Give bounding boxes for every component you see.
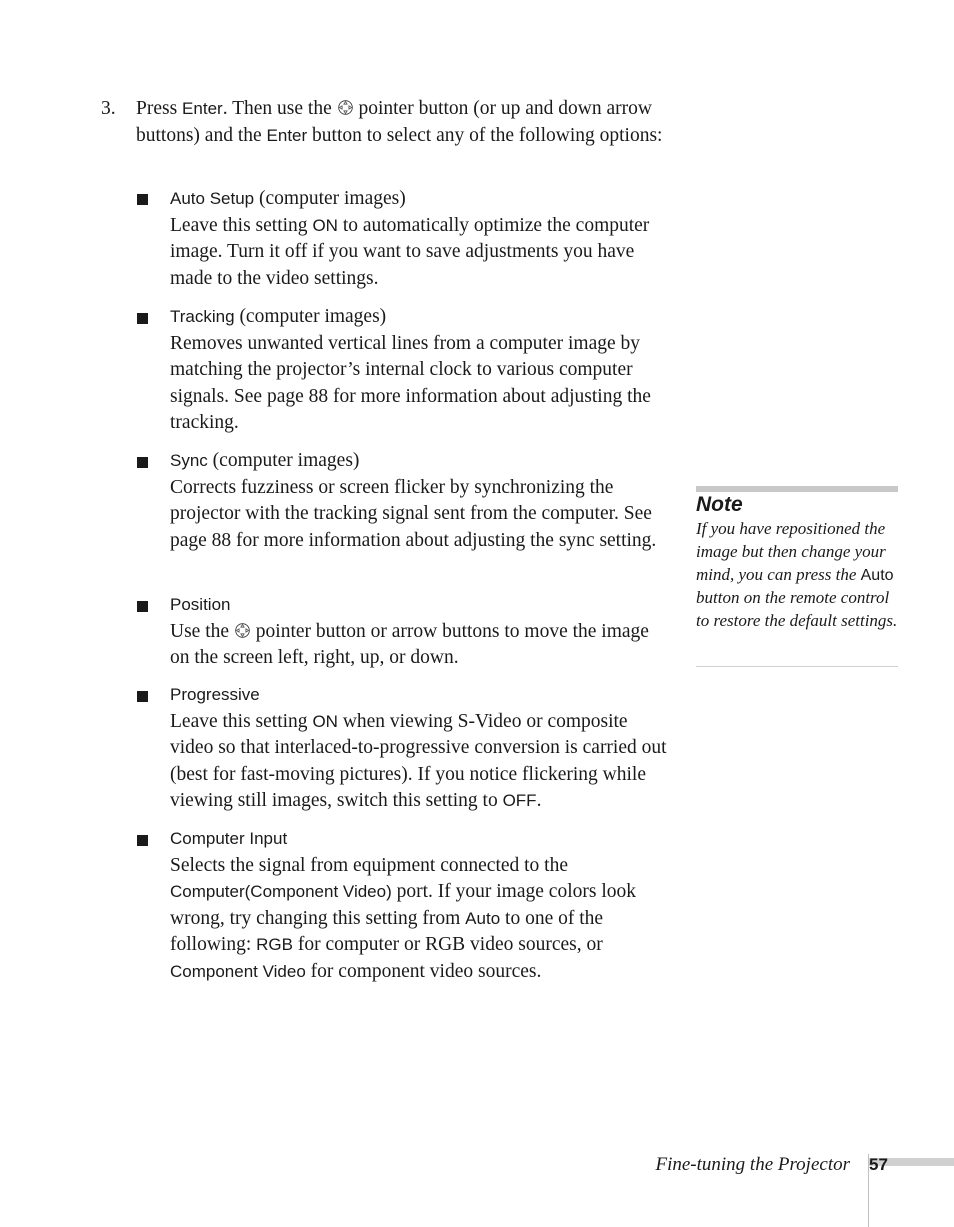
option-description bbox=[170, 709, 670, 815]
option-name: Progressive bbox=[170, 685, 260, 704]
option-computer-input bbox=[170, 826, 670, 985]
option-qualifier: (computer images) bbox=[207, 450, 360, 471]
option-auto-setup bbox=[170, 186, 670, 292]
desc-text: port. If your image colors look wrong, try changing this setting from bbox=[170, 881, 636, 929]
option-name: Auto Setup bbox=[170, 189, 255, 208]
option-heading bbox=[170, 592, 670, 619]
option-sync bbox=[170, 448, 670, 554]
note-text bbox=[696, 518, 901, 633]
auto-value: Auto bbox=[465, 908, 501, 928]
rgb-value: RGB bbox=[256, 935, 293, 954]
bullet-square bbox=[137, 601, 148, 612]
option-heading bbox=[170, 448, 670, 475]
option-heading bbox=[170, 304, 670, 331]
option-qualifier: (computer images) bbox=[234, 306, 387, 327]
option-position bbox=[170, 592, 670, 672]
desc-text: pointer button or arrow buttons to move the image on the screen left, right, up, or down. bbox=[170, 620, 649, 668]
desc-text: for computer or RGB video sources, or bbox=[292, 934, 603, 955]
desc-text: when viewing S-Video or composite video so that interlaced-to-progressive conversion is carried out (best for fast-moving pictures). If you notice flickering while viewing still images, switch this setting to bbox=[170, 710, 667, 811]
option-description bbox=[170, 619, 670, 672]
pointer-button-icon bbox=[337, 99, 354, 116]
bullet-square bbox=[137, 194, 148, 205]
enter-key-label-2: Enter bbox=[266, 125, 308, 145]
on-value: ON bbox=[312, 711, 338, 731]
page-number: 57 bbox=[869, 1155, 888, 1174]
desc-text: for component video sources. bbox=[305, 960, 542, 982]
step-instruction bbox=[136, 96, 666, 149]
desc-text: Use the bbox=[170, 620, 234, 642]
desc-text: Leave this setting bbox=[170, 710, 313, 732]
desc-text: Leave this setting bbox=[170, 214, 313, 236]
desc-text: Selects the signal from equipment connected to the bbox=[170, 854, 569, 876]
on-value: ON bbox=[312, 215, 338, 235]
option-heading bbox=[170, 826, 670, 853]
auto-button-label: Auto bbox=[860, 566, 894, 584]
step-text-1: Press bbox=[136, 98, 183, 119]
option-heading bbox=[170, 682, 670, 709]
bullet-square bbox=[137, 313, 148, 324]
port-name: Computer(Component Video) bbox=[170, 882, 392, 901]
option-name: Position bbox=[170, 595, 231, 614]
option-description bbox=[170, 853, 670, 986]
bullet-square bbox=[137, 457, 148, 468]
note-text-2: button on the remote control to restore the default settings. bbox=[696, 588, 898, 631]
note-text-1: If you have repositioned the image but then change your mind, you can press the bbox=[696, 519, 886, 584]
pointer-button-icon bbox=[234, 622, 251, 639]
option-name: Sync bbox=[170, 451, 208, 470]
desc-text: to automatically optimize the computer image. Turn it off if you want to save adjustments you have made to the video settings. bbox=[170, 214, 650, 289]
step-text-2: . Then use the bbox=[222, 98, 337, 119]
component-video-value: Component Video bbox=[170, 961, 306, 981]
enter-key-label: Enter bbox=[182, 99, 223, 118]
step-text-3: pointer button (or up and down arrow buttons) and the bbox=[136, 98, 652, 146]
option-description: Removes unwanted vertical lines from a computer image by matching the projector’s internal clock to various computer signals. See page 88 for more information about adjusting the tracking. bbox=[170, 332, 651, 433]
step-number: 3. bbox=[101, 98, 116, 119]
note-top-bar bbox=[696, 486, 898, 492]
option-qualifier: (computer images) bbox=[254, 188, 406, 209]
option-name: Tracking bbox=[170, 307, 235, 326]
desc-text: . bbox=[536, 790, 542, 811]
option-tracking bbox=[170, 304, 670, 437]
option-heading bbox=[170, 186, 670, 213]
note-title: Note bbox=[696, 493, 743, 516]
option-name: Computer Input bbox=[170, 829, 288, 848]
option-description bbox=[170, 213, 670, 293]
option-description: Corrects fuzziness or screen flicker by synchronizing the projector with the tracking signal sent from the computer. See page 88 for more information about adjusting the sync setting. bbox=[170, 476, 657, 551]
off-value: OFF bbox=[502, 791, 537, 810]
bullet-square bbox=[137, 691, 148, 702]
desc-text: to one of the following: bbox=[170, 907, 604, 955]
bullet-square bbox=[137, 835, 148, 846]
option-progressive bbox=[170, 682, 670, 815]
footer-chapter-title: Fine-tuning the Projector bbox=[655, 1154, 850, 1175]
note-bottom-rule bbox=[696, 666, 898, 667]
step-text-4: button to select any of the following options: bbox=[307, 124, 663, 146]
